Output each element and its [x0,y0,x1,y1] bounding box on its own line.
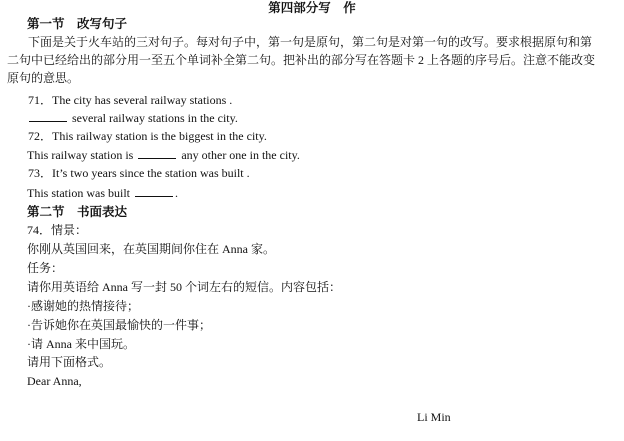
task-bullet-2: ·告诉她你在英国最愉快的一件事； [27,318,211,332]
instructions-line-3: 原句的意思。 [7,71,80,85]
item-73-original: 73．It’s two years since the station was built . [28,166,250,180]
instructions-line-1: 下面是关于火车站的三对句子。每对句子中，第一句是原句，第二句是对第一句的改写。要求根据原句和第 [28,35,593,49]
task-bullet-3: ·请 Anna 来中国玩。 [27,337,135,351]
item-71-rewrite-after: several railway stations in the city. [69,111,238,125]
task-bullet-1: ·感谢她的热情接待； [27,299,139,313]
letter-signature: Li Min [417,410,451,424]
item-72-blank[interactable] [138,147,176,159]
page-title: 第四部分写 作 [268,1,356,15]
task-line-1: 74．情景： [27,223,88,237]
item-71-original: 71．The city has several railway stations . [28,93,233,107]
item-72-rewrite [27,146,300,164]
instructions-line-2: 二句中已经给出的部分用一至五个单词补全第二句。把补出的部分写在答题卡 2 上各题的序号后。注意不能改变 [7,53,596,67]
task-line-3: 任务： [27,261,64,275]
task-line-format: 请用下面格式。 [27,355,112,369]
item-71-rewrite [27,109,238,127]
item-73-rewrite-before: This station was built [27,186,133,200]
item-72-original: 72．This railway station is the biggest in the city. [28,129,267,143]
letter-salutation: Dear Anna, [27,374,82,388]
item-73-rewrite [27,184,178,202]
task-line-2: 你刚从英国回来，在英国期间你住在 Anna 家。 [27,242,275,256]
section1-heading: 第一节 改写句子 [27,17,128,31]
task-line-4: 请你用英语给 Anna 写一封 50 个词左右的短信。内容包括： [27,280,341,294]
item-72-rewrite-after: any other one in the city. [178,148,300,162]
item-71-blank[interactable] [29,110,67,122]
item-72-rewrite-before: This railway station is [27,148,137,162]
item-73-blank[interactable] [135,185,173,197]
section2-heading: 第二节 书面表达 [27,205,128,219]
item-73-rewrite-after: . [175,186,178,200]
